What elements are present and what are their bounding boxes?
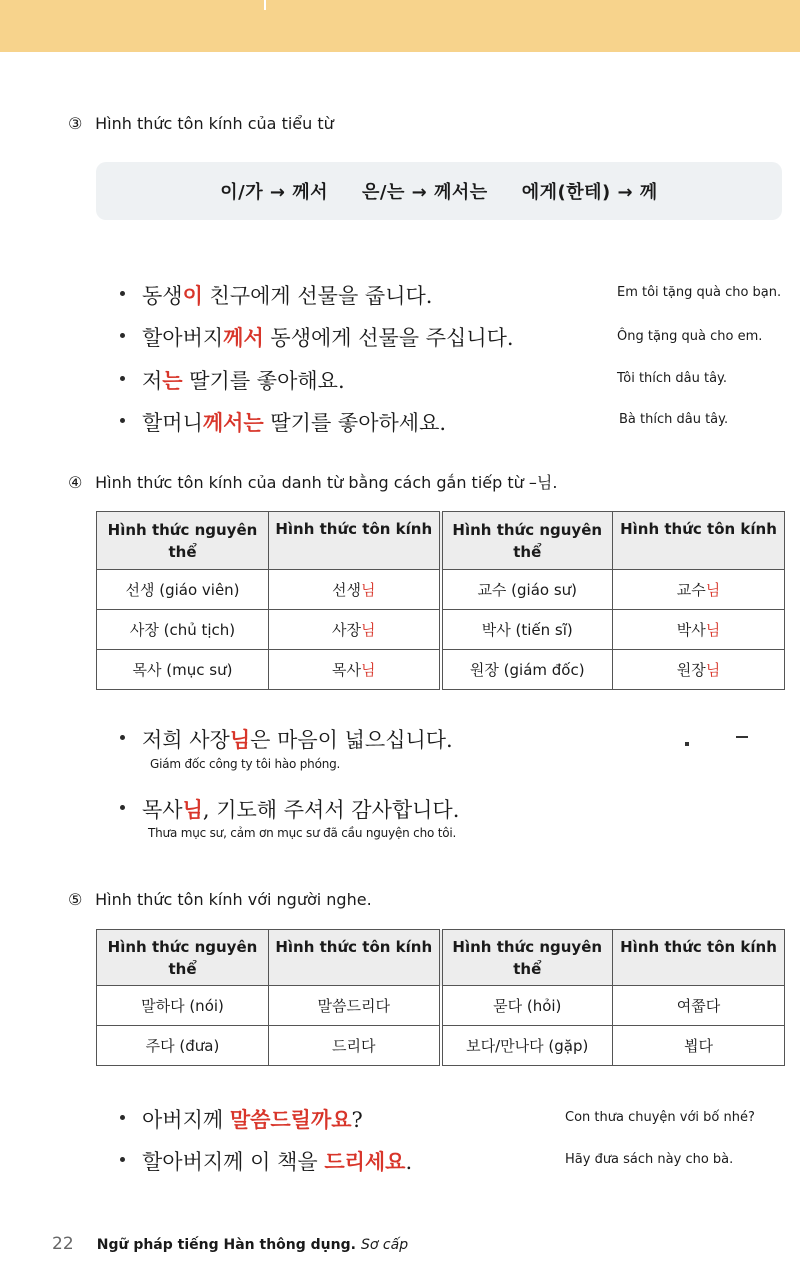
section-5-title: ⑤ Hình thức tôn kính với người nghe. [68, 890, 372, 909]
particle-rule: 에게(한테) → 께 [521, 182, 658, 203]
section-4-title: ④ Hình thức tôn kính của danh từ bằng cách gắn tiếp từ –님. [68, 473, 558, 492]
particle-rule: 은/는 → 께서는 [362, 182, 488, 203]
table-row [97, 650, 785, 690]
example-translation: Tôi thích dâu tây. [617, 371, 728, 386]
particle-rule: 이/가 → 께서 [220, 182, 329, 203]
table-header: Hình thức nguyên thể [441, 930, 613, 986]
table-cell: 말하다 (nói) [97, 986, 269, 1026]
example-translation: Hãy đưa sách này cho bà. [565, 1152, 734, 1167]
table-cell: 박사 (tiến sĩ) [441, 610, 613, 650]
table-cell: 드리다 [269, 1026, 441, 1066]
table-cell: 원장님 [613, 650, 785, 690]
book-level: Sơ cấp [361, 1237, 409, 1253]
table-header: Hình thức nguyên thể [441, 512, 613, 570]
example-translation: Em tôi tặng quà cho bạn. [617, 285, 782, 300]
table-cell: 교수님 [613, 570, 785, 610]
table-cell: 사장님 [269, 610, 441, 650]
table-cell: 목사님 [269, 650, 441, 690]
table-row [97, 610, 785, 650]
table-cell: 선생님 [269, 570, 441, 610]
book-title: Ngữ pháp tiếng Hàn thông dụng. [96, 1237, 356, 1253]
example-translation: Bà thích dâu tây. [619, 412, 729, 427]
table-header: Hình thức nguyên thể [97, 930, 269, 986]
table-cell: 원장 (giám đốc) [441, 650, 613, 690]
table-header: Hình thức nguyên thể [97, 512, 269, 570]
table-cell: 보다/만나다 (gặp) [441, 1026, 613, 1066]
table-row [97, 986, 785, 1026]
example-translation: Con thưa chuyện với bố nhé? [565, 1110, 755, 1125]
top-banner [0, 0, 800, 52]
table-header: Hình thức tôn kính [269, 512, 441, 570]
section-3-title: ③ Hình thức tôn kính của tiểu từ [68, 114, 334, 133]
table-cell: 박사님 [613, 610, 785, 650]
table-cell: 목사 (mục sư) [97, 650, 269, 690]
stray-mark [736, 736, 748, 738]
table-header: Hình thức tôn kính [613, 512, 785, 570]
page-footer [52, 1234, 408, 1254]
table-cell: 주다 (đưa) [97, 1026, 269, 1066]
example-translation: Giám đốc công ty tôi hào phóng. [150, 757, 341, 771]
table-cell: 묻다 (hỏi) [441, 986, 613, 1026]
example-translation: Ông tặng quà cho em. [617, 329, 763, 344]
table-row [97, 1026, 785, 1066]
table-row [97, 570, 785, 610]
page-number: 22 [52, 1234, 74, 1254]
table-cell: 선생 (giáo viên) [97, 570, 269, 610]
table-header: Hình thức tôn kính [613, 930, 785, 986]
stray-mark [685, 742, 689, 746]
table-cell: 말씀드리다 [269, 986, 441, 1026]
table-header: Hình thức tôn kính [269, 930, 441, 986]
table-cell: 여쭙다 [613, 986, 785, 1026]
particle-box [96, 162, 782, 220]
noun-honorific-table [96, 511, 785, 690]
table-cell: 뵙다 [613, 1026, 785, 1066]
listener-honorific-table [96, 929, 785, 1066]
table-cell: 교수 (giáo sư) [441, 570, 613, 610]
example-translation: Thưa mục sư, cảm ơn mục sư đã cầu nguyện cho tôi. [148, 826, 457, 840]
table-cell: 사장 (chủ tịch) [97, 610, 269, 650]
